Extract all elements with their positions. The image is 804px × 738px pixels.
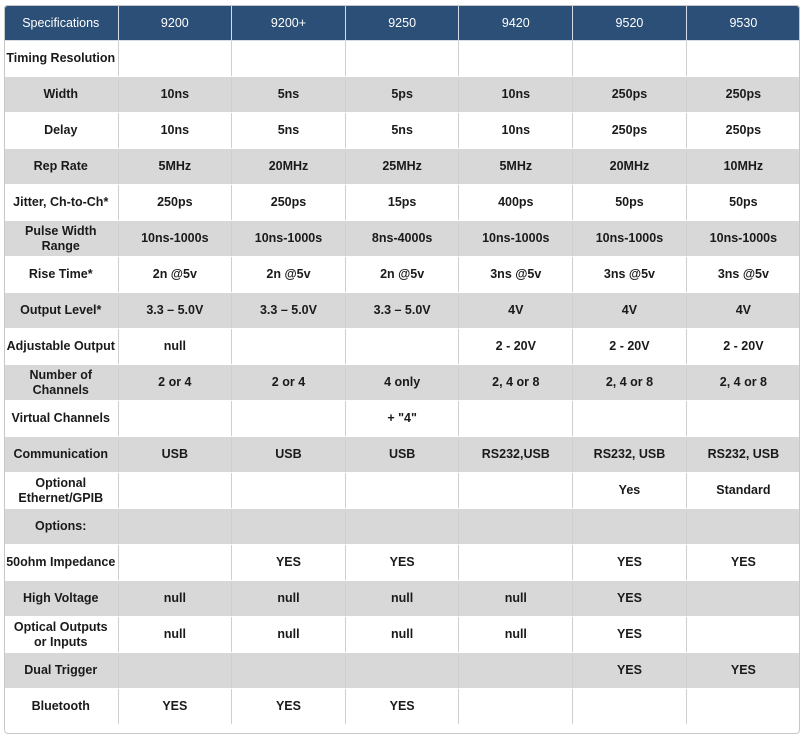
table-cell: YES <box>573 545 687 581</box>
table-cell: null <box>459 617 573 653</box>
table-row <box>4 149 800 185</box>
table-cell: 10ns-1000s <box>459 221 573 257</box>
table-cell: YES <box>345 545 459 581</box>
table-cell: 10ns <box>459 77 573 113</box>
spec-table-container <box>4 5 800 725</box>
table-cell: 5MHz <box>118 149 232 185</box>
table-cell: 2 or 4 <box>232 365 346 401</box>
table-cell <box>459 473 573 509</box>
table-row <box>4 581 800 617</box>
row-label: Number of Channels <box>4 365 118 401</box>
table-cell: 20MHz <box>232 149 346 185</box>
table-cell: YES <box>118 689 232 725</box>
table-cell: YES <box>232 689 346 725</box>
table-row <box>4 113 800 149</box>
table-cell: 3ns @5v <box>573 257 687 293</box>
row-label: Optional Ethernet/GPIB <box>4 473 118 509</box>
table-cell <box>459 689 573 725</box>
table-row <box>4 653 800 689</box>
table-cell <box>573 689 687 725</box>
table-cell: 2, 4 or 8 <box>459 365 573 401</box>
table-cell: YES <box>232 545 346 581</box>
table-cell: 10ns-1000s <box>573 221 687 257</box>
table-cell: 2 or 4 <box>118 365 232 401</box>
row-label: 50ohm Impedance <box>4 545 118 581</box>
table-row <box>4 77 800 113</box>
table-cell: YES <box>573 581 687 617</box>
table-cell: 15ps <box>345 185 459 221</box>
row-label: Timing Resolution <box>4 41 118 77</box>
table-cell: 250ps <box>573 113 687 149</box>
table-cell <box>118 509 232 545</box>
table-cell: YES <box>573 617 687 653</box>
header-model: 9530 <box>686 5 800 41</box>
table-cell <box>459 545 573 581</box>
table-cell: 2, 4 or 8 <box>686 365 800 401</box>
table-cell <box>118 473 232 509</box>
table-cell: 2 - 20V <box>459 329 573 365</box>
table-cell: null <box>345 581 459 617</box>
table-cell: 10MHz <box>686 149 800 185</box>
table-cell: 3ns @5v <box>686 257 800 293</box>
table-cell: null <box>118 617 232 653</box>
table-cell <box>686 689 800 725</box>
header-model: 9250 <box>345 5 459 41</box>
header-specifications: Specifications <box>4 5 118 41</box>
table-cell: USB <box>118 437 232 473</box>
table-row <box>4 41 800 77</box>
header-model: 9520 <box>573 5 687 41</box>
table-cell: USB <box>345 437 459 473</box>
table-row <box>4 365 800 401</box>
table-cell: 2, 4 or 8 <box>573 365 687 401</box>
table-cell <box>232 401 346 437</box>
row-label: Communication <box>4 437 118 473</box>
table-cell: 2n @5v <box>118 257 232 293</box>
table-row <box>4 473 800 509</box>
table-cell: 3.3 – 5.0V <box>345 293 459 329</box>
table-cell: YES <box>345 689 459 725</box>
table-cell: 5ps <box>345 77 459 113</box>
table-cell: null <box>118 329 232 365</box>
table-cell <box>345 473 459 509</box>
table-row <box>4 617 800 653</box>
row-label: Rise Time* <box>4 257 118 293</box>
table-cell: 250ps <box>232 185 346 221</box>
table-cell: 3.3 – 5.0V <box>232 293 346 329</box>
table-cell: YES <box>573 653 687 689</box>
table-cell <box>118 41 232 77</box>
table-cell <box>232 653 346 689</box>
table-cell: 10ns <box>459 113 573 149</box>
table-cell <box>686 581 800 617</box>
table-cell <box>573 509 687 545</box>
table-cell: null <box>232 581 346 617</box>
table-cell: 4V <box>459 293 573 329</box>
table-cell <box>686 401 800 437</box>
table-cell <box>232 509 346 545</box>
table-cell: 5ns <box>232 77 346 113</box>
header-model: 9200 <box>118 5 232 41</box>
table-cell <box>232 41 346 77</box>
row-label: Rep Rate <box>4 149 118 185</box>
table-cell <box>118 653 232 689</box>
table-cell <box>573 401 687 437</box>
table-cell <box>345 509 459 545</box>
table-cell <box>232 473 346 509</box>
table-cell: 250ps <box>573 77 687 113</box>
table-cell: 3.3 – 5.0V <box>118 293 232 329</box>
table-cell <box>459 401 573 437</box>
row-label: Virtual Channels <box>4 401 118 437</box>
table-cell: 3ns @5v <box>459 257 573 293</box>
table-row <box>4 293 800 329</box>
table-cell: USB <box>232 437 346 473</box>
header-row <box>4 5 800 41</box>
table-cell: null <box>232 617 346 653</box>
table-row <box>4 689 800 725</box>
table-cell: 4 only <box>345 365 459 401</box>
table-cell: 10ns <box>118 113 232 149</box>
table-cell <box>232 329 346 365</box>
table-cell: 5MHz <box>459 149 573 185</box>
table-cell: YES <box>686 653 800 689</box>
table-cell: 2n @5v <box>345 257 459 293</box>
table-cell: + "4" <box>345 401 459 437</box>
table-cell: 250ps <box>686 77 800 113</box>
table-row <box>4 185 800 221</box>
table-cell: 8ns-4000s <box>345 221 459 257</box>
table-cell: null <box>459 581 573 617</box>
table-cell <box>459 509 573 545</box>
table-cell: 10ns-1000s <box>118 221 232 257</box>
row-label: Dual Trigger <box>4 653 118 689</box>
table-cell <box>345 329 459 365</box>
table-cell <box>345 653 459 689</box>
row-label: Adjustable Output <box>4 329 118 365</box>
table-cell <box>686 617 800 653</box>
table-cell: Yes <box>573 473 687 509</box>
header-model: 9420 <box>459 5 573 41</box>
row-label: Options: <box>4 509 118 545</box>
row-label: Jitter, Ch-to-Ch* <box>4 185 118 221</box>
table-cell: null <box>345 617 459 653</box>
table-cell <box>686 41 800 77</box>
table-cell: 5ns <box>232 113 346 149</box>
table-cell: 250ps <box>686 113 800 149</box>
table-cell: 4V <box>573 293 687 329</box>
table-cell <box>118 545 232 581</box>
header-model: 9200+ <box>232 5 346 41</box>
table-cell <box>345 41 459 77</box>
specifications-table <box>4 5 800 725</box>
table-cell: 20MHz <box>573 149 687 185</box>
table-cell <box>686 509 800 545</box>
table-row <box>4 221 800 257</box>
table-cell: RS232, USB <box>686 437 800 473</box>
table-cell: 2n @5v <box>232 257 346 293</box>
table-cell: YES <box>686 545 800 581</box>
row-label: Width <box>4 77 118 113</box>
table-cell: 250ps <box>118 185 232 221</box>
row-label: Optical Outputs or Inputs <box>4 617 118 653</box>
table-cell: null <box>118 581 232 617</box>
table-cell: RS232,USB <box>459 437 573 473</box>
table-row <box>4 257 800 293</box>
table-cell: 10ns-1000s <box>686 221 800 257</box>
table-row <box>4 401 800 437</box>
table-cell: 4V <box>686 293 800 329</box>
table-cell: 10ns-1000s <box>232 221 346 257</box>
table-cell: 10ns <box>118 77 232 113</box>
row-label: Output Level* <box>4 293 118 329</box>
table-cell: 2 - 20V <box>573 329 687 365</box>
table-cell: 25MHz <box>345 149 459 185</box>
table-row <box>4 329 800 365</box>
row-label: Bluetooth <box>4 689 118 725</box>
table-cell <box>118 401 232 437</box>
row-label: Delay <box>4 113 118 149</box>
table-cell: 5ns <box>345 113 459 149</box>
table-row <box>4 437 800 473</box>
table-cell <box>459 41 573 77</box>
table-cell: 50ps <box>573 185 687 221</box>
table-cell: Standard <box>686 473 800 509</box>
table-cell: 2 - 20V <box>686 329 800 365</box>
row-label: High Voltage <box>4 581 118 617</box>
table-cell: 400ps <box>459 185 573 221</box>
table-cell: 50ps <box>686 185 800 221</box>
table-cell <box>573 41 687 77</box>
table-cell: RS232, USB <box>573 437 687 473</box>
table-cell <box>459 653 573 689</box>
row-label: Pulse Width Range <box>4 221 118 257</box>
table-row <box>4 509 800 545</box>
table-row <box>4 545 800 581</box>
